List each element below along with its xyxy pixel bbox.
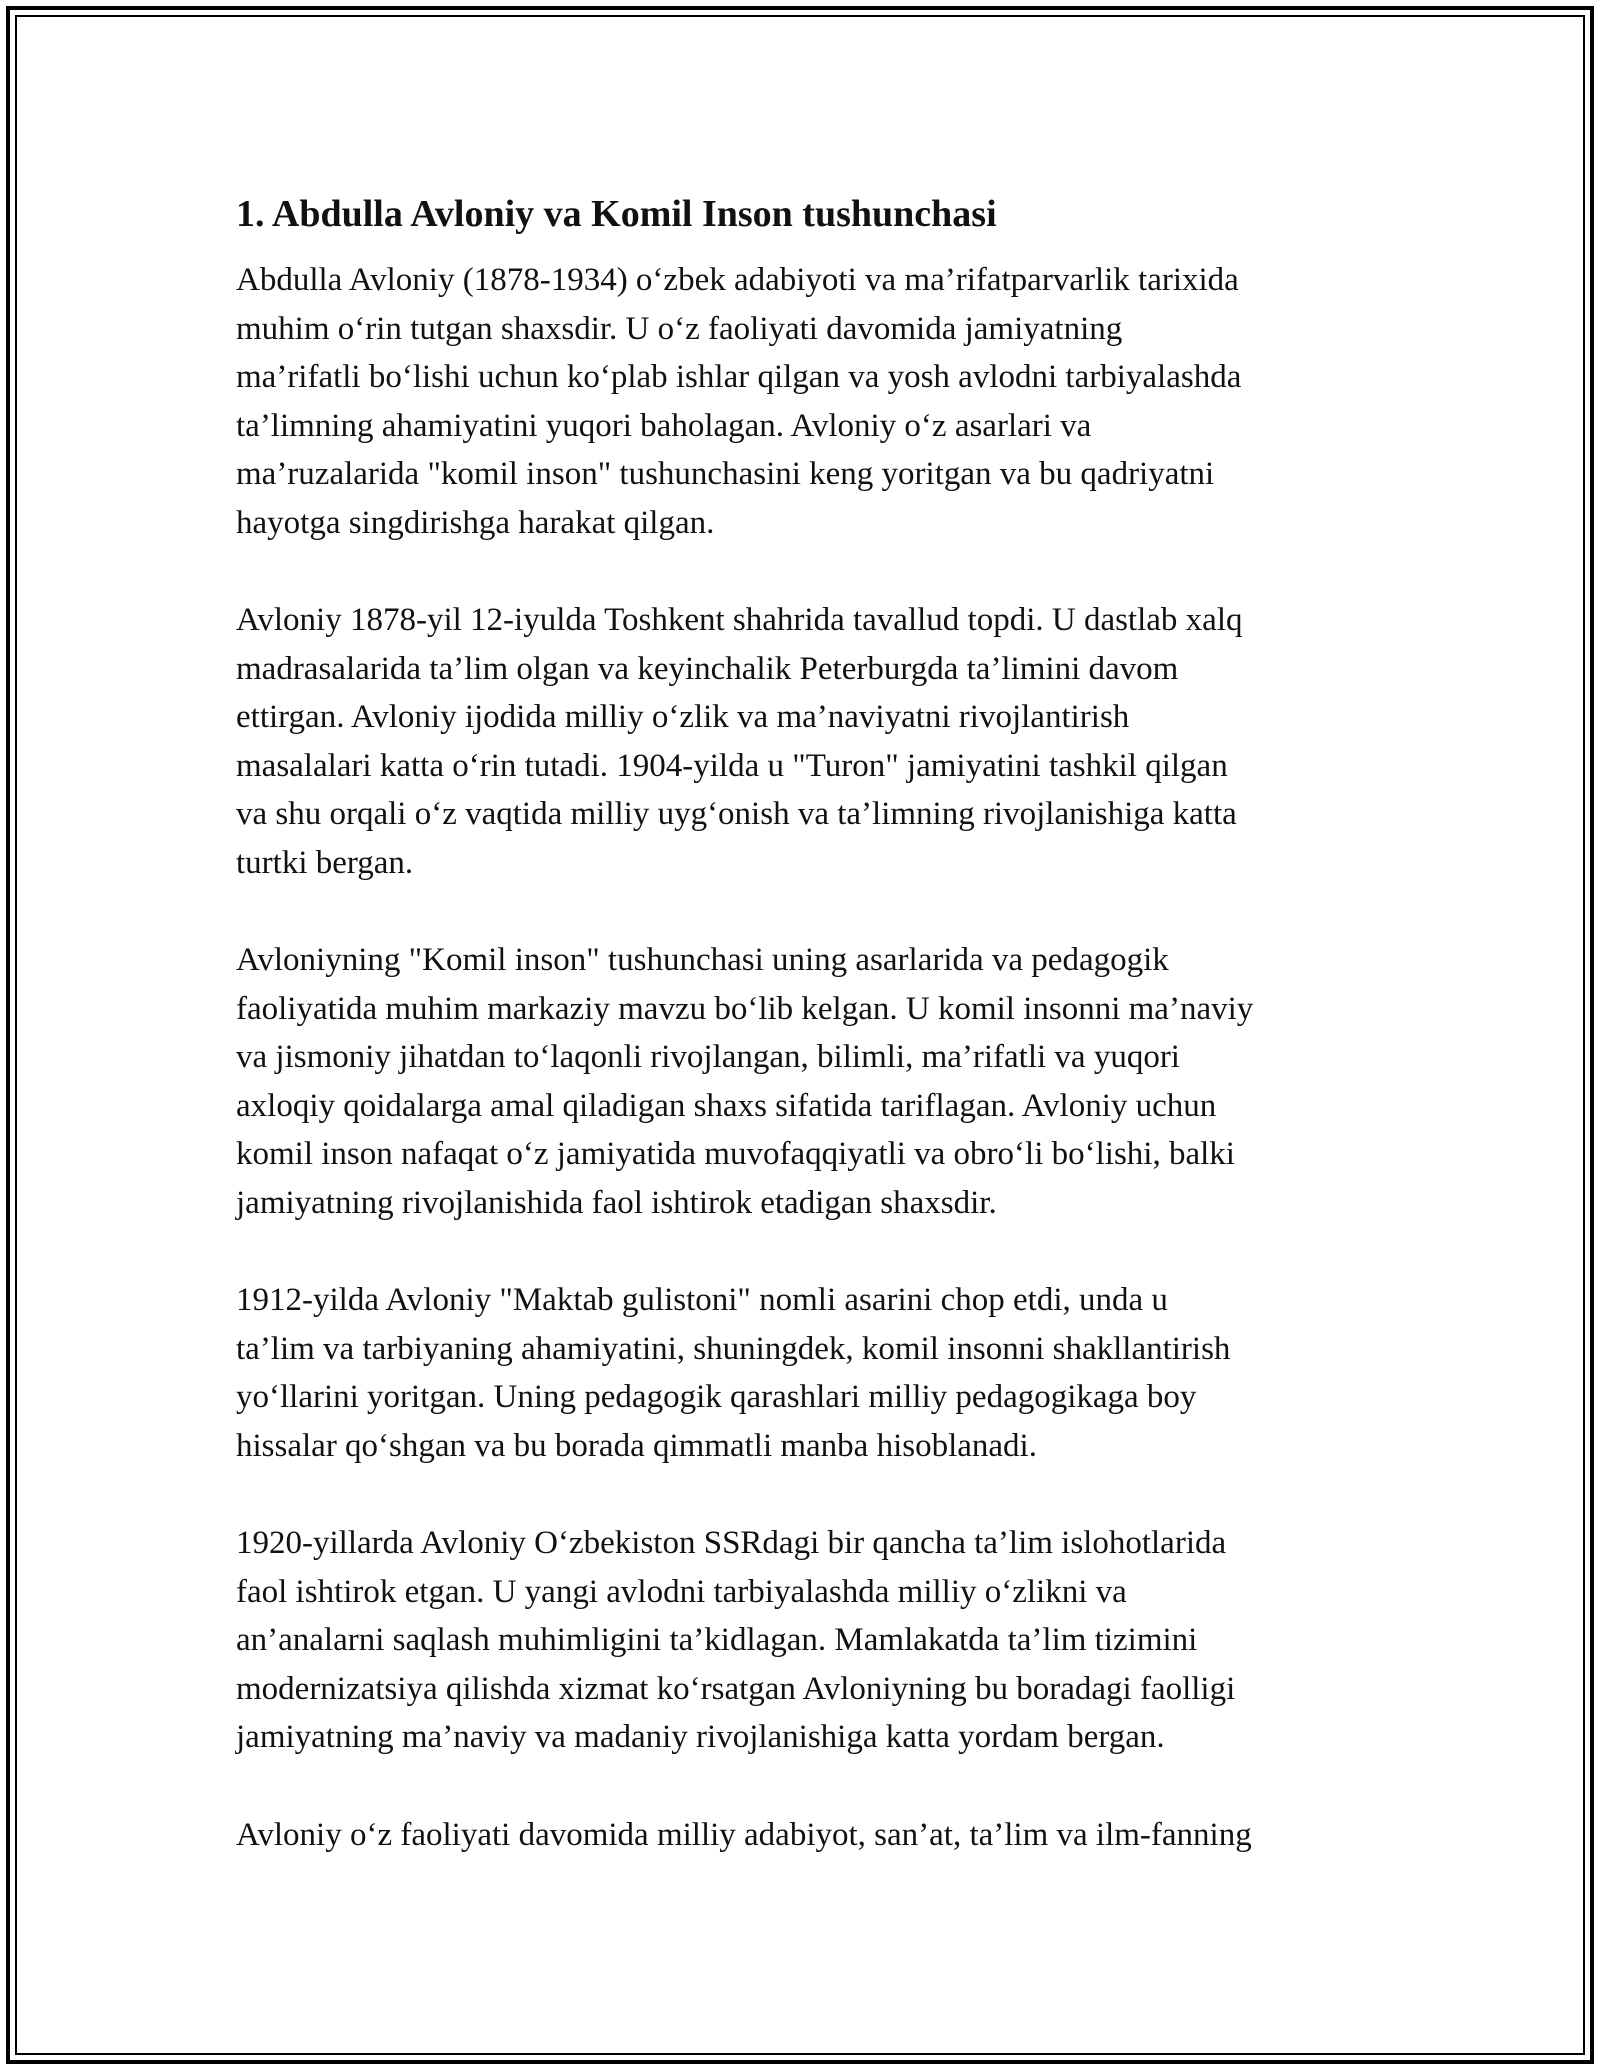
text-line: jamiyatning ma’naviy va madaniy rivojlanishiga katta yordam bergan. [236,1719,1165,1755]
text-line: jamiyatning rivojlanishida faol ishtirok etadigan shaxsdir. [236,1184,997,1221]
text-line: faoliyatida muhim markaziy mavzu bo‘lib kelgan. U komil insonni ma’naviy [236,990,1254,1027]
text-line: Abdulla Avloniy (1878-1934) o‘zbek adabiyoti va ma’rifatparvarlik tarixida [236,262,1239,298]
text-line: Avloniyning "Komil inson" tushunchasi uning asarlarida va pedagogik [236,942,1169,978]
text-line: yo‘llarini yoritgan. Uning pedagogik qarashlari milliy pedagogikaga boy [236,1379,1197,1415]
text-line: axloqiy qoidalarga amal qiladigan shaxs sifatida tariflagan. Avloniy uchun [236,1087,1217,1124]
paragraph-2 [236,596,1386,887]
text-line: turtki bergan. [236,844,414,881]
text-line: Avloniy o‘z faoliyati davomida milliy adabiyot, san’at, ta’lim va ilm-fanning [236,1816,1252,1853]
paragraph-4 [236,1276,1386,1470]
text-line: ma’ruzalarida "komil inson" tushunchasini keng yoritgan va bu qadriyatni [236,456,1215,492]
text-line: 1920-yillarda Avloniy O‘zbekiston SSRdagi bir qancha ta’lim islohotlarida [236,1525,1227,1561]
text-line: va shu orqali o‘z vaqtida milliy uyg‘onish va ta’limning rivojlanishiga katta [236,796,1237,832]
text-line: modernizatsiya qilishda xizmat ko‘rsatgan Avloniyning bu boradagi faolligi [236,1670,1236,1707]
text-line: faol ishtirok etgan. U yangi avlodni tarbiyalashda milliy o‘zlikni va [236,1573,1127,1610]
paragraph-1 [236,256,1386,547]
text-line: an’analarni saqlash muhimligini ta’kidlagan. Mamlakatda ta’lim tizimini [236,1622,1198,1658]
text-line: madrasalarida ta’lim olgan va keyinchalik Peterburgda ta’limini davom [236,650,1179,687]
text-line: muhim o‘rin tutgan shaxsdir. U o‘z faoliyati davomida jamiyatning [236,310,1123,347]
text-line: hissalar qo‘shgan va bu borada qimmatli manba hisoblanadi. [236,1427,1037,1464]
text-line: ta’limning ahamiyatini yuqori baholagan. Avloniy o‘z asarlari va [236,407,1092,444]
text-line: komil inson nafaqat o‘z jamiyatida muvofaqqiyatli va obro‘li bo‘lishi, balki [236,1136,1235,1172]
paragraph-3 [236,936,1386,1227]
document-body [236,188,1386,1908]
section-heading: 1. Abdulla Avloniy va Komil Inson tushunchasi [236,193,997,235]
paragraph-5 [236,1519,1386,1762]
text-line: va jismoniy jihatdan to‘laqonli rivojlangan, bilimli, ma’rifatli va yuqori [236,1039,1180,1075]
text-line: 1912-yilda Avloniy "Maktab gulistoni" nomli asarini chop etdi, unda u [236,1282,1168,1318]
text-line: hayotga singdirishga harakat qilgan. [236,504,715,541]
paragraph-6 [236,1811,1386,1860]
text-line: Avloniy 1878-yil 12-iyulda Toshkent shahrida tavallud topdi. U dastlab xalq [236,602,1243,638]
text-line: ta’lim va tarbiyaning ahamiyatini, shuningdek, komil insonni shakllantirish [236,1330,1231,1367]
text-line: masalalari katta o‘rin tutadi. 1904-yilda u "Turon" jamiyatini tashkil qilgan [236,747,1228,784]
text-line: ma’rifatli bo‘lishi uchun ko‘plab ishlar qilgan va yosh avlodni tarbiyalashda [236,359,1242,395]
text-line: ettirgan. Avloniy ijodida milliy o‘zlik va ma’naviyatni rivojlantirish [236,699,1130,735]
